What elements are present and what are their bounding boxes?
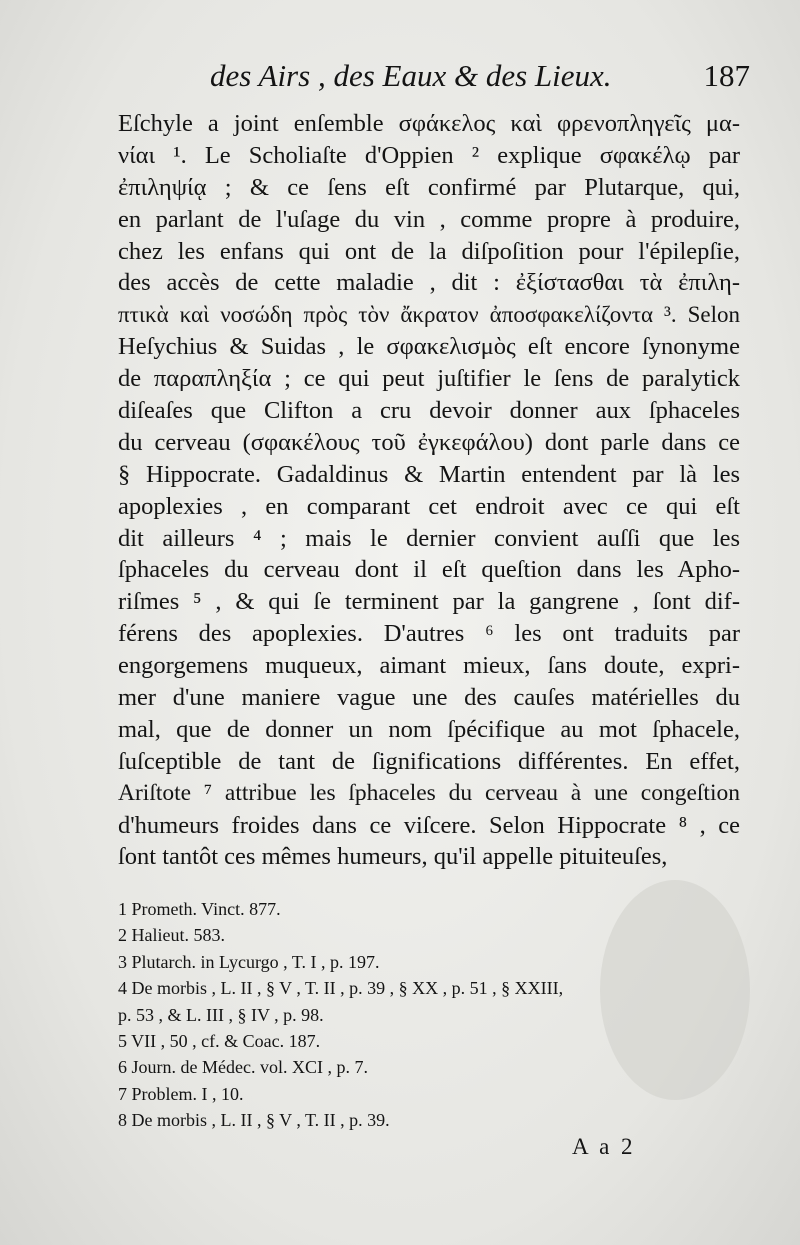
footnote: 8 De morbis , L. II , § V , T. II , p. 39. (118, 1110, 390, 1131)
text-line: en parlant de l'uſage du vin , comme propre à produire, (118, 205, 740, 233)
text-line: du cerveau (σφακέλους τοῦ ἐγκεφάλου) dont parle dans ce (118, 428, 740, 456)
text-line: riſmes ⁵ , & qui ſe terminent par la gangrene , ſont dif- (118, 588, 740, 616)
text-line: dit ailleurs ⁴ ; mais le dernier convient auſſi que les (118, 524, 740, 552)
footnote: 1 Prometh. Vinct. 877. (118, 899, 281, 919)
page-number: 187 (703, 58, 750, 93)
text-line: ſuſceptible de tant de ſignifications différentes. En effet, (118, 747, 740, 775)
text-line: chez les enfans qui ont de la diſpoſition pour l'épilepſie, (118, 237, 740, 265)
footnote-continuation: p. 53 , & L. III , § IV , p. 98. (118, 1004, 324, 1025)
text-line: § Hippocrate. Gadaldinus & Martin entendent par là les (118, 460, 740, 488)
text-line: Ariſtote ⁷ attribue les ſphaceles du cerveau à une congeſtion (118, 779, 740, 806)
text-line: ſphaceles du cerveau dont il eſt queſtion dans les Apho- (118, 556, 740, 584)
text-line: mer d'une maniere vague une des cauſes matérielles du (118, 684, 740, 712)
footnote: 3 Plutarch. in Lycurgo , T. I , p. 197. (118, 951, 380, 972)
text-line: des accès de cette maladie , dit : ἐξίστασθαι τὰ ἐπιλη- (118, 269, 740, 297)
text-line: férens des apoplexies. D'autres ⁶ les ont traduits par (118, 620, 740, 648)
footnote: 2 Halieut. 583. (118, 925, 225, 946)
running-head (210, 58, 750, 98)
text-line: mal, que de donner un nom ſpécifique au mot ſphacele, (118, 715, 740, 743)
text-line: d'humeurs froides dans ce viſcere. Selon Hippocrate ⁸ , ce (118, 811, 740, 839)
text-line: Eſchyle a joint enſemble σφάκελος καὶ φρενοπληγεῖς μα- (118, 110, 740, 137)
text-line: de παραπληξία ; ce qui peut juſtifier le ſens de paralytick (118, 365, 740, 393)
footnote: 5 VII , 50 , cf. & Coac. 187. (118, 1030, 321, 1051)
text-line: πτικὰ καὶ νοσώδη πρὸς τὸν ἄκρατον ἀποσφακελίζοντα ³. Selon (118, 302, 740, 328)
text-line: νίαι ¹. Le Scholiaſte d'Oppien ² explique σφακέλῳ par (118, 141, 740, 169)
text-line: Heſychius & Suidas , le σφακελισμὸς eſt encore ſynonyme (118, 333, 740, 361)
body-text (118, 108, 740, 873)
text-line: ἐπιληψίᾳ ; & ce ſens eſt confirmé par Plutarque, qui, (118, 173, 740, 201)
running-title: des Airs , des Eaux & des Lieux. (210, 58, 612, 93)
text-line: ſont tantôt ces mêmes humeurs, qu'il appelle pituiteuſes, (118, 843, 668, 871)
footnote: 6 Journ. de Médec. vol. XCI , p. 7. (118, 1057, 368, 1078)
footnotes (118, 896, 742, 1134)
text-line: apoplexies , en comparant cet endroit avec ce qui eſt (118, 492, 740, 520)
signature-mark: A a 2 (572, 1134, 636, 1159)
text-line: engorgemens muqueux, aimant mieux, ſans doute, expri- (118, 652, 740, 680)
text-line: diſeaſes que Clifton a cru devoir donner aux ſphaceles (118, 397, 740, 425)
footnote: 7 Problem. I , 10. (118, 1083, 244, 1104)
footnote: 4 De morbis , L. II , § V , T. II , p. 39 , § XX , p. 51 , § XXIII, (118, 978, 564, 999)
